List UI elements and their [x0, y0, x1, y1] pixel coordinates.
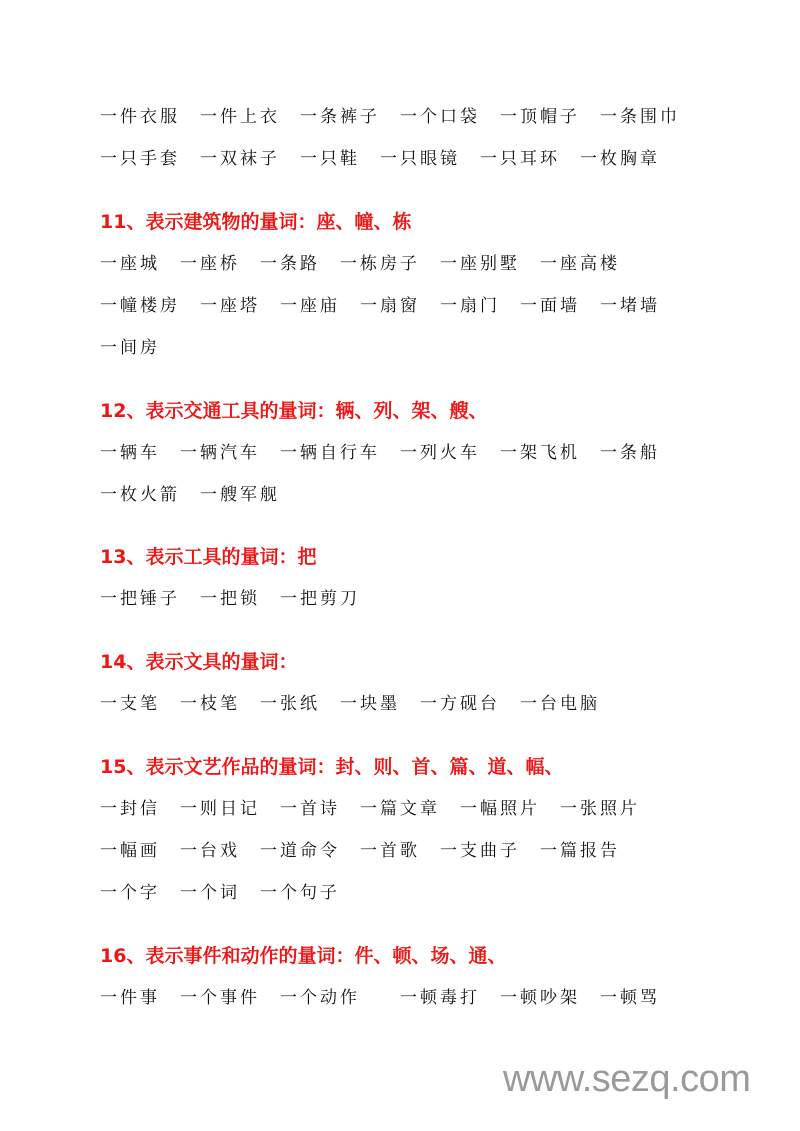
phrase-item: 一件上衣	[200, 107, 280, 127]
phrase-item: 一首诗	[280, 799, 340, 819]
phrase-item: 一扇窗	[360, 296, 420, 316]
phrase-item: 一艘军舰	[200, 485, 280, 505]
phrase-item: 一栋房子	[340, 254, 420, 274]
measure-word-row	[100, 986, 660, 1010]
phrase-item: 一条路	[260, 254, 320, 274]
measure-word-row	[100, 692, 600, 716]
measure-word-row	[100, 147, 660, 171]
phrase-item: 一方砚台	[420, 694, 500, 714]
phrase-item: 一只鞋	[300, 149, 360, 169]
phrase-item: 一个事件	[180, 988, 260, 1008]
phrase-item: 一枝笔	[180, 694, 240, 714]
section-heading: 12、表示交通工具的量词：辆、列、架、艘、	[100, 400, 488, 422]
measure-word-row	[100, 881, 340, 905]
phrase-item: 一张纸	[260, 694, 320, 714]
phrase-item: 一把剪刀	[280, 589, 360, 609]
phrase-item: 一个字	[100, 883, 160, 903]
section-heading: 14、表示文具的量词：	[100, 651, 298, 673]
phrase-item: 一件事	[100, 988, 160, 1008]
phrase-item: 一幅照片	[460, 799, 540, 819]
phrase-item: 一只手套	[100, 149, 180, 169]
phrase-item: 一张照片	[560, 799, 640, 819]
phrase-item: 一堵墙	[600, 296, 660, 316]
measure-word-row	[100, 797, 640, 821]
phrase-item: 一架飞机	[500, 443, 580, 463]
section-heading: 15、表示文艺作品的量词：封、则、首、篇、道、幅、	[100, 756, 564, 778]
phrase-item: 一台戏	[180, 841, 240, 861]
phrase-item: 一列火车	[400, 443, 480, 463]
watermark: www.sezq.com	[503, 1058, 751, 1100]
phrase-item: 一篇文章	[360, 799, 440, 819]
phrase-item: 一座庙	[280, 296, 340, 316]
phrase-item: 一枚火箭	[100, 485, 180, 505]
section-heading: 13、表示工具的量词：把	[100, 546, 317, 568]
phrase-item: 一间房	[100, 338, 160, 358]
phrase-item: 一顿毒打	[400, 988, 480, 1008]
phrase-item: 一个词	[180, 883, 240, 903]
measure-word-row	[100, 441, 660, 465]
phrase-item: 一支曲子	[440, 841, 520, 861]
phrase-item: 一把锁	[200, 589, 260, 609]
phrase-item: 一块墨	[340, 694, 400, 714]
phrase-item: 一则日记	[180, 799, 260, 819]
phrase-item: 一座桥	[180, 254, 240, 274]
phrase-item: 一条船	[600, 443, 660, 463]
phrase-item: 一双袜子	[200, 149, 280, 169]
measure-word-row	[100, 587, 360, 611]
phrase-item: 一把锤子	[100, 589, 180, 609]
measure-word-row	[100, 336, 160, 360]
phrase-item: 一辆车	[100, 443, 160, 463]
phrase-item: 一首歌	[360, 841, 420, 861]
phrase-item: 一座别墅	[440, 254, 520, 274]
phrase-item: 一道命令	[260, 841, 340, 861]
phrase-item: 一篇报告	[540, 841, 620, 861]
phrase-item: 一枚胸章	[580, 149, 660, 169]
phrase-item: 一幢楼房	[100, 296, 180, 316]
phrase-item: 一顶帽子	[500, 107, 580, 127]
phrase-item: 一座城	[100, 254, 160, 274]
phrase-item: 一辆汽车	[180, 443, 260, 463]
phrase-item: 一座塔	[200, 296, 260, 316]
phrase-item: 一座高楼	[540, 254, 620, 274]
phrase-item: 一只耳环	[480, 149, 560, 169]
phrase-item: 一个动作	[280, 988, 360, 1008]
phrase-item: 一只眼镜	[380, 149, 460, 169]
phrase-item: 一件衣服	[100, 107, 180, 127]
measure-word-row	[100, 252, 620, 276]
phrase-item: 一支笔	[100, 694, 160, 714]
phrase-item: 一个句子	[260, 883, 340, 903]
phrase-item: 一顿骂	[600, 988, 660, 1008]
phrase-item: 一面墙	[520, 296, 580, 316]
measure-word-row	[100, 483, 280, 507]
measure-word-row	[100, 294, 660, 318]
phrase-item: 一封信	[100, 799, 160, 819]
phrase-item: 一台电脑	[520, 694, 600, 714]
phrase-item: 一辆自行车	[280, 443, 380, 463]
phrase-item: 一个口袋	[400, 107, 480, 127]
measure-word-row	[100, 105, 680, 129]
section-heading: 11、表示建筑物的量词：座、幢、栋	[100, 211, 412, 233]
phrase-item: 一顿吵架	[500, 988, 580, 1008]
section-heading: 16、表示事件和动作的量词：件、顿、场、通、	[100, 945, 507, 967]
phrase-item: 一扇门	[440, 296, 500, 316]
phrase-item: 一条围巾	[600, 107, 680, 127]
phrase-item: 一幅画	[100, 841, 160, 861]
phrase-item: 一条裤子	[300, 107, 380, 127]
measure-word-row	[100, 839, 620, 863]
